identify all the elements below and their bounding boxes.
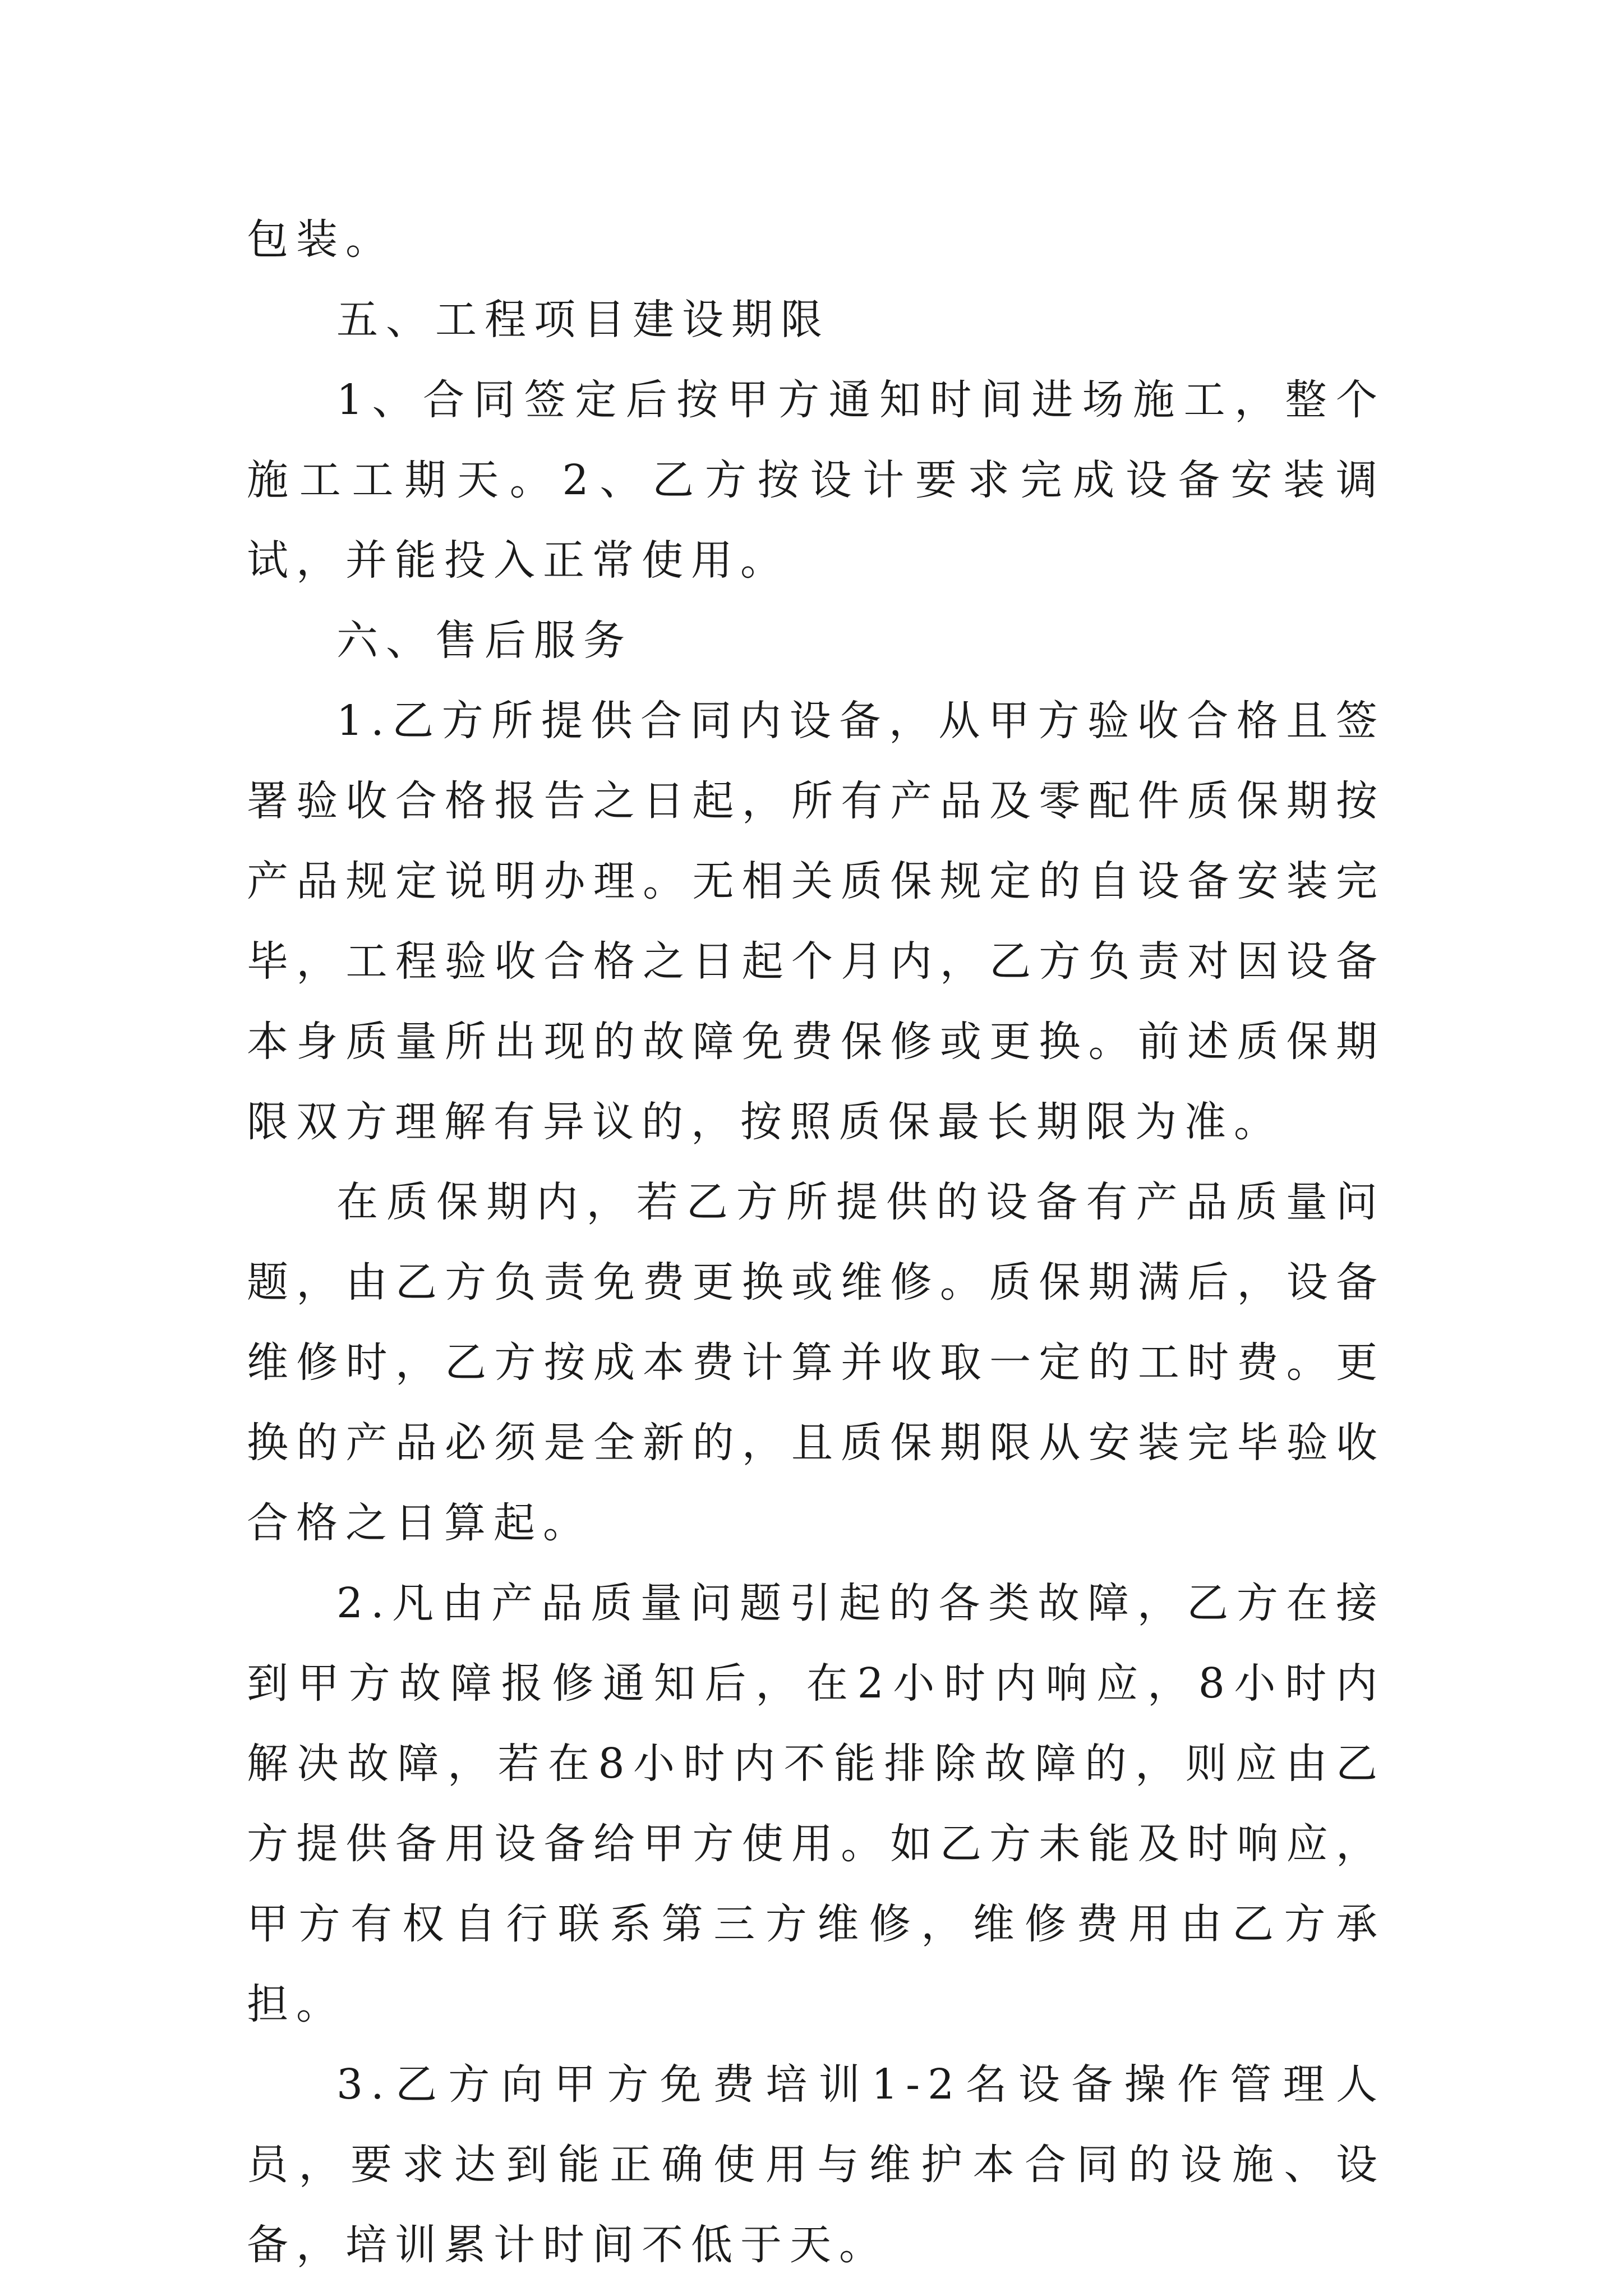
paragraph-warranty-clause-1: 1.乙方所提供合同内设备，从甲方验收合格且签署验收合格报告之日起，所有产品及零配件质保期按产品规定说明办理。无相关质保规定的自设备安装完毕，工程验收合格之日起个月内，乙方负责对因设备本身质量所出现的故障免费保修或更换。前述质保期限双方理解有异议的，按照质保最长期限为准。 <box>247 697 1385 1146</box>
paragraph-warranty-replacement: 在质保期内，若乙方所提供的设备有产品质量问题，由乙方负责免费更换或维修。质保期满后，设备维修时，乙方按成本费计算并收取一定的工时费。更换的产品必须是全新的，且质保期限从安装完毕验收合格之日算起。 <box>247 1178 1385 1547</box>
document-page <box>247 0 1385 2285</box>
section-heading-after-sales: 六、售后服务 <box>336 616 633 665</box>
paragraph-training-clause-3: 3.乙方向甲方免费培训1-2名设备操作管理人员，要求达到能正确使用与维护本合同的设施、设备，培训累计时间不低于天。 <box>247 2060 1385 2269</box>
section-heading-construction-period: 五、工程项目建设期限 <box>336 296 830 344</box>
paragraph-fault-response-clause-2: 2.凡由产品质量问题引起的各类故障，乙方在接到甲方故障报修通知后，在2小时内响应，8小时内解决故障，若在8小时内不能排除故障的，则应由乙方提供备用设备给甲方使用。如乙方未能及时响应，甲方有权自行联系第三方维修，维修费用由乙方承担。 <box>247 1579 1385 2028</box>
paragraph-continuation: 包装。 <box>247 215 395 264</box>
paragraph-construction-terms: 1、合同签定后按甲方通知时间进场施工，整个施工工期天。2、乙方按设计要求完成设备安装调试，并能投入正常使用。 <box>247 376 1385 585</box>
